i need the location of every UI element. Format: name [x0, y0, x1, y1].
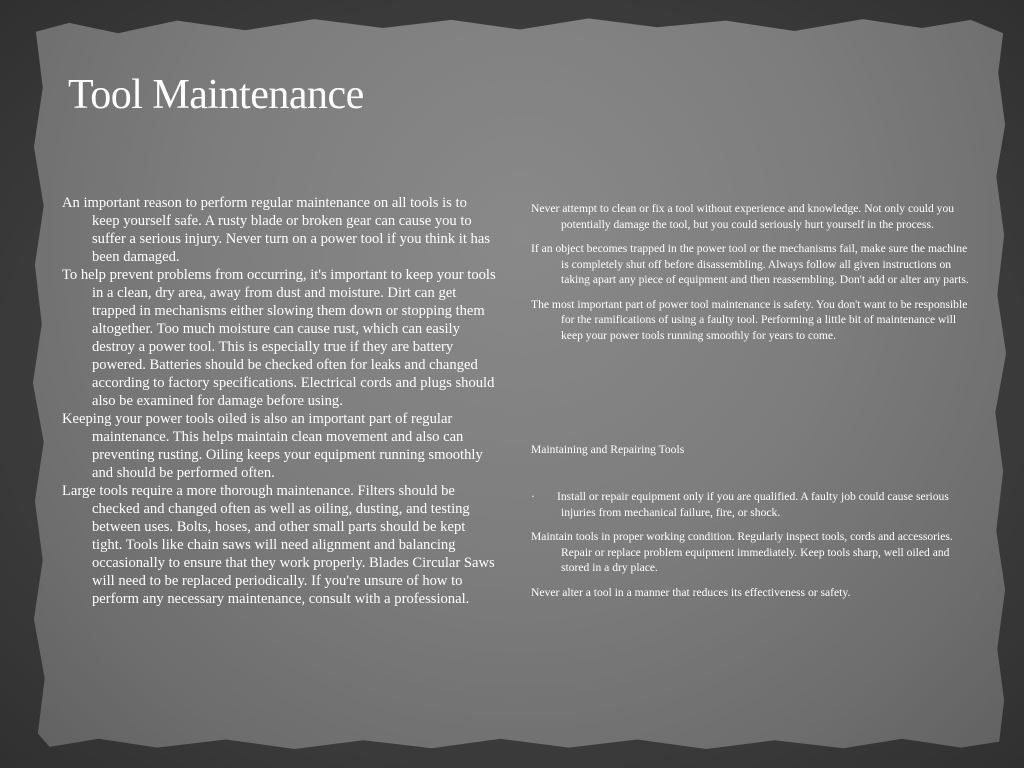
- left-paragraph: To help prevent problems from occurring, it's important to keep your tools in a clean, dry area, away from dust and moisture. Dirt can get trapped in mechanisms either slowing them down or stopping them altogether. Too much moisture can cause rust, which can easily destroy a power tool. This is especially true if they are battery powered. Batteries should be checked often for leaks and changed according to factory specifications. Electrical cords and plugs should also be examined for damage before using.: [62, 267, 496, 409]
- left-text-column: [62, 194, 498, 608]
- left-paragraph: An important reason to perform regular maintenance on all tools is to keep yourself safe. A rusty blade or broken gear can cause you to suffer a serious injury. Never turn on a power tool if you think it has been damaged.: [62, 195, 490, 265]
- right-text-column: [531, 201, 971, 599]
- right-paragraph: The most important part of power tool maintenance is safety. You don't want to be responsible for the ramifications of using a faulty tool. Performing a little bit of maintenance will keep your power tools running smoothly for years to come.: [531, 297, 968, 342]
- right-paragraph: Maintain tools in proper working condition. Regularly inspect tools, cords and accessories. Repair or replace problem equipment immediately. Keep tools sharp, well oiled and stored in a dry place.: [531, 530, 953, 574]
- left-paragraph: Large tools require a more thorough maintenance. Filters should be checked and changed often as well as oiling, dusting, and testing between uses. Bolts, hoses, and other small parts should be kept tight. Tools like chain saws will need alignment and balancing occasionally to ensure that they work properly. Blades Circular Saws will need to be replaced periodically. If you're unsure of how to perform any necessary maintenance, consult with a professional.: [62, 483, 495, 607]
- bullet-text: Install or repair equipment only if you are qualified. A faulty job could cause serious injuries from mechanical failure, fire, or shock.: [557, 490, 949, 519]
- slide-title: Tool Maintenance: [68, 72, 364, 118]
- bullet-marker: ·: [531, 490, 535, 503]
- left-paragraph: Keeping your power tools oiled is also an important part of regular maintenance. This helps maintain clean movement and also can preventing rusting. Oiling keeps your equipment running smoothly and should be performed often.: [62, 411, 483, 481]
- repair-guidelines: [531, 489, 971, 609]
- right-paragraph: Never attempt to clean or fix a tool without experience and knowledge. Not only could you potentially damage the tool, but you could seriously hurt yourself in the process.: [531, 202, 955, 231]
- bullet-item: [531, 489, 971, 520]
- right-paragraph: Never alter a tool in a manner that reduces its effectiveness or safety.: [531, 585, 851, 599]
- section-heading: Maintaining and Repairing Tools: [531, 443, 685, 456]
- right-paragraph: If an object becomes trapped in the power tool or the mechanisms fail, make sure the machine is completely shut off before disassembling. Always follow all given instructions on taking apart any piece of equipment and then reassembling. Don't add or alter any parts.: [531, 242, 969, 286]
